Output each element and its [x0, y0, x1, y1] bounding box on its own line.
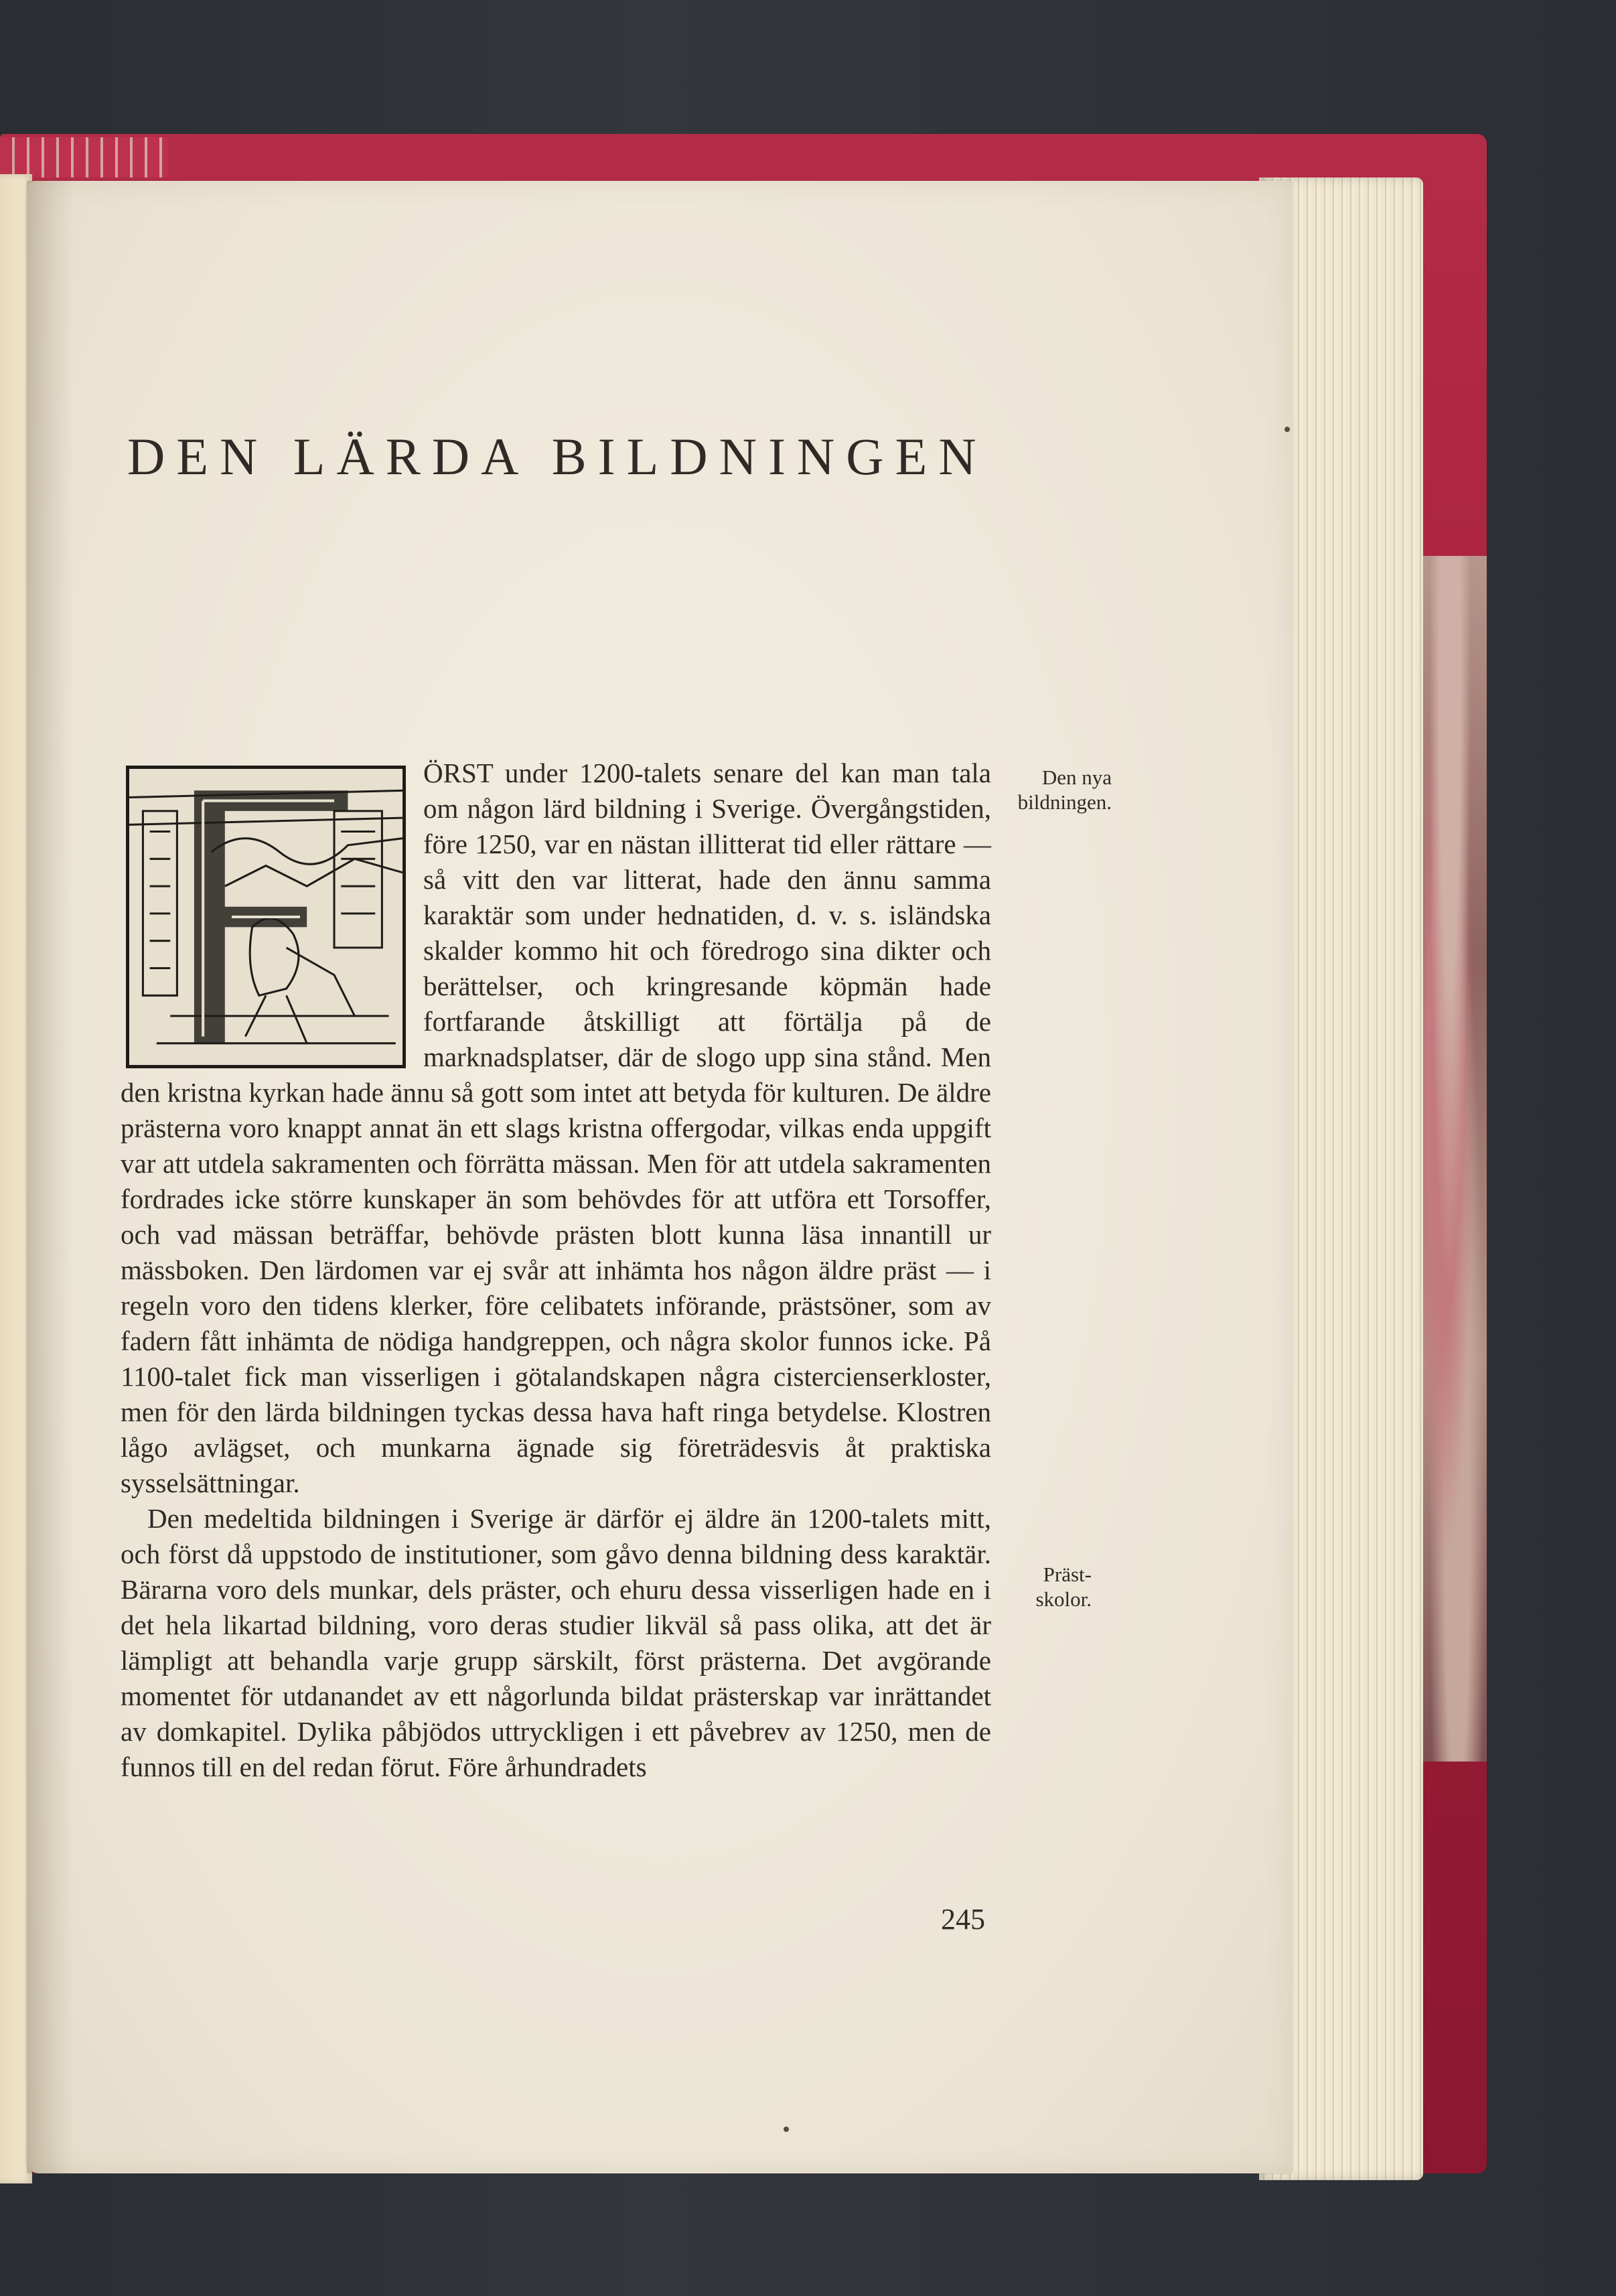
cover-spine-band: [0, 137, 167, 177]
woodcut-illustration-icon: [129, 769, 402, 1065]
paragraph-1: ÖRST under 1200-talets senare del kan man tala om någon lärd bildning i Sverige. Övergångstiden, före 1250, var en nästan illitterat tid eller rättare — så vitt den var litterat, hade den ännu samma karaktär som under hednatiden, d. v. s. isländska skalder kommo hit och föredrogo sina dikter och berättelser, och kringresande köpmän hade fortfarande åtskilligt att förtälja på de marknadsplatser, där de slogo upp sina stånd. Men den kristna kyrkan hade ännu så gott som intet att betyda för kulturen. De äldre prästerna voro knappt annat än ett slags kristna offergodar, vilkas enda uppgift var att utdela sakramenten och förrätta mässan. Men för att utdela sakramenten fordrades icke större kunskaper än som behövdes för att utföra ett Torsoffer, och vad mässan beträffar, behövde prästen blott kunna läsa innantill ur mässboken. Den lärdomen var ej svår att inhämta hos någon äldre präst — i regeln voro den tidens klerker, före celibatets införande, prästsöner, som av fadern fått inhämta de nödiga handgreppen, och några skolor funnos icke. På 1100-talet fick man visserligen i götalandskapen några cistercienserkloster, men för den lärda bildningen tyckas dessa hava haft ringa betydelse. Klostren lågo avlägset, och munkarna ägnade sig företrädesvis åt praktiska sysselsättningar.: [121, 758, 991, 1498]
page-number: 245: [941, 1903, 985, 1936]
decorated-initial: [126, 766, 406, 1068]
speck-mark: [784, 2127, 789, 2132]
speck-mark: [1284, 427, 1290, 432]
margin-note-den-nya-bildningen: Den nya bildningen.: [1017, 766, 1112, 814]
gutter-shadow: [27, 181, 74, 2173]
paragraph-2: Den medeltida bildningen i Sverige är därför ej äldre än 1200-talets mitt, och först då uppstodo de institutioner, som gåvo denna bildning dess karaktär. Bärarna voro dels munkar, dels präster, och ehuru dessa visserligen hade en i det hela likartad bildning, voro deras studier likväl så pass olika, att det är lämpligt att behandla varje grupp särskilt, först prästerna. Det avgörande momentet för utdanandet av ett någorlunda bildat prästerskap var inrättandet av domkapitel. Dylika påbjödos uttryckligen i ett påvebrev av 1250, men de funnos till en del redan förut. Före århundradets: [121, 1503, 991, 1782]
marbled-cover-edge: [1413, 556, 1487, 1762]
chapter-title: DEN LÄRDA BILDNINGEN: [127, 427, 988, 486]
body-text: [121, 756, 991, 1785]
margin-note-prast-skolor: Präst-skolor.: [1035, 1563, 1092, 1611]
